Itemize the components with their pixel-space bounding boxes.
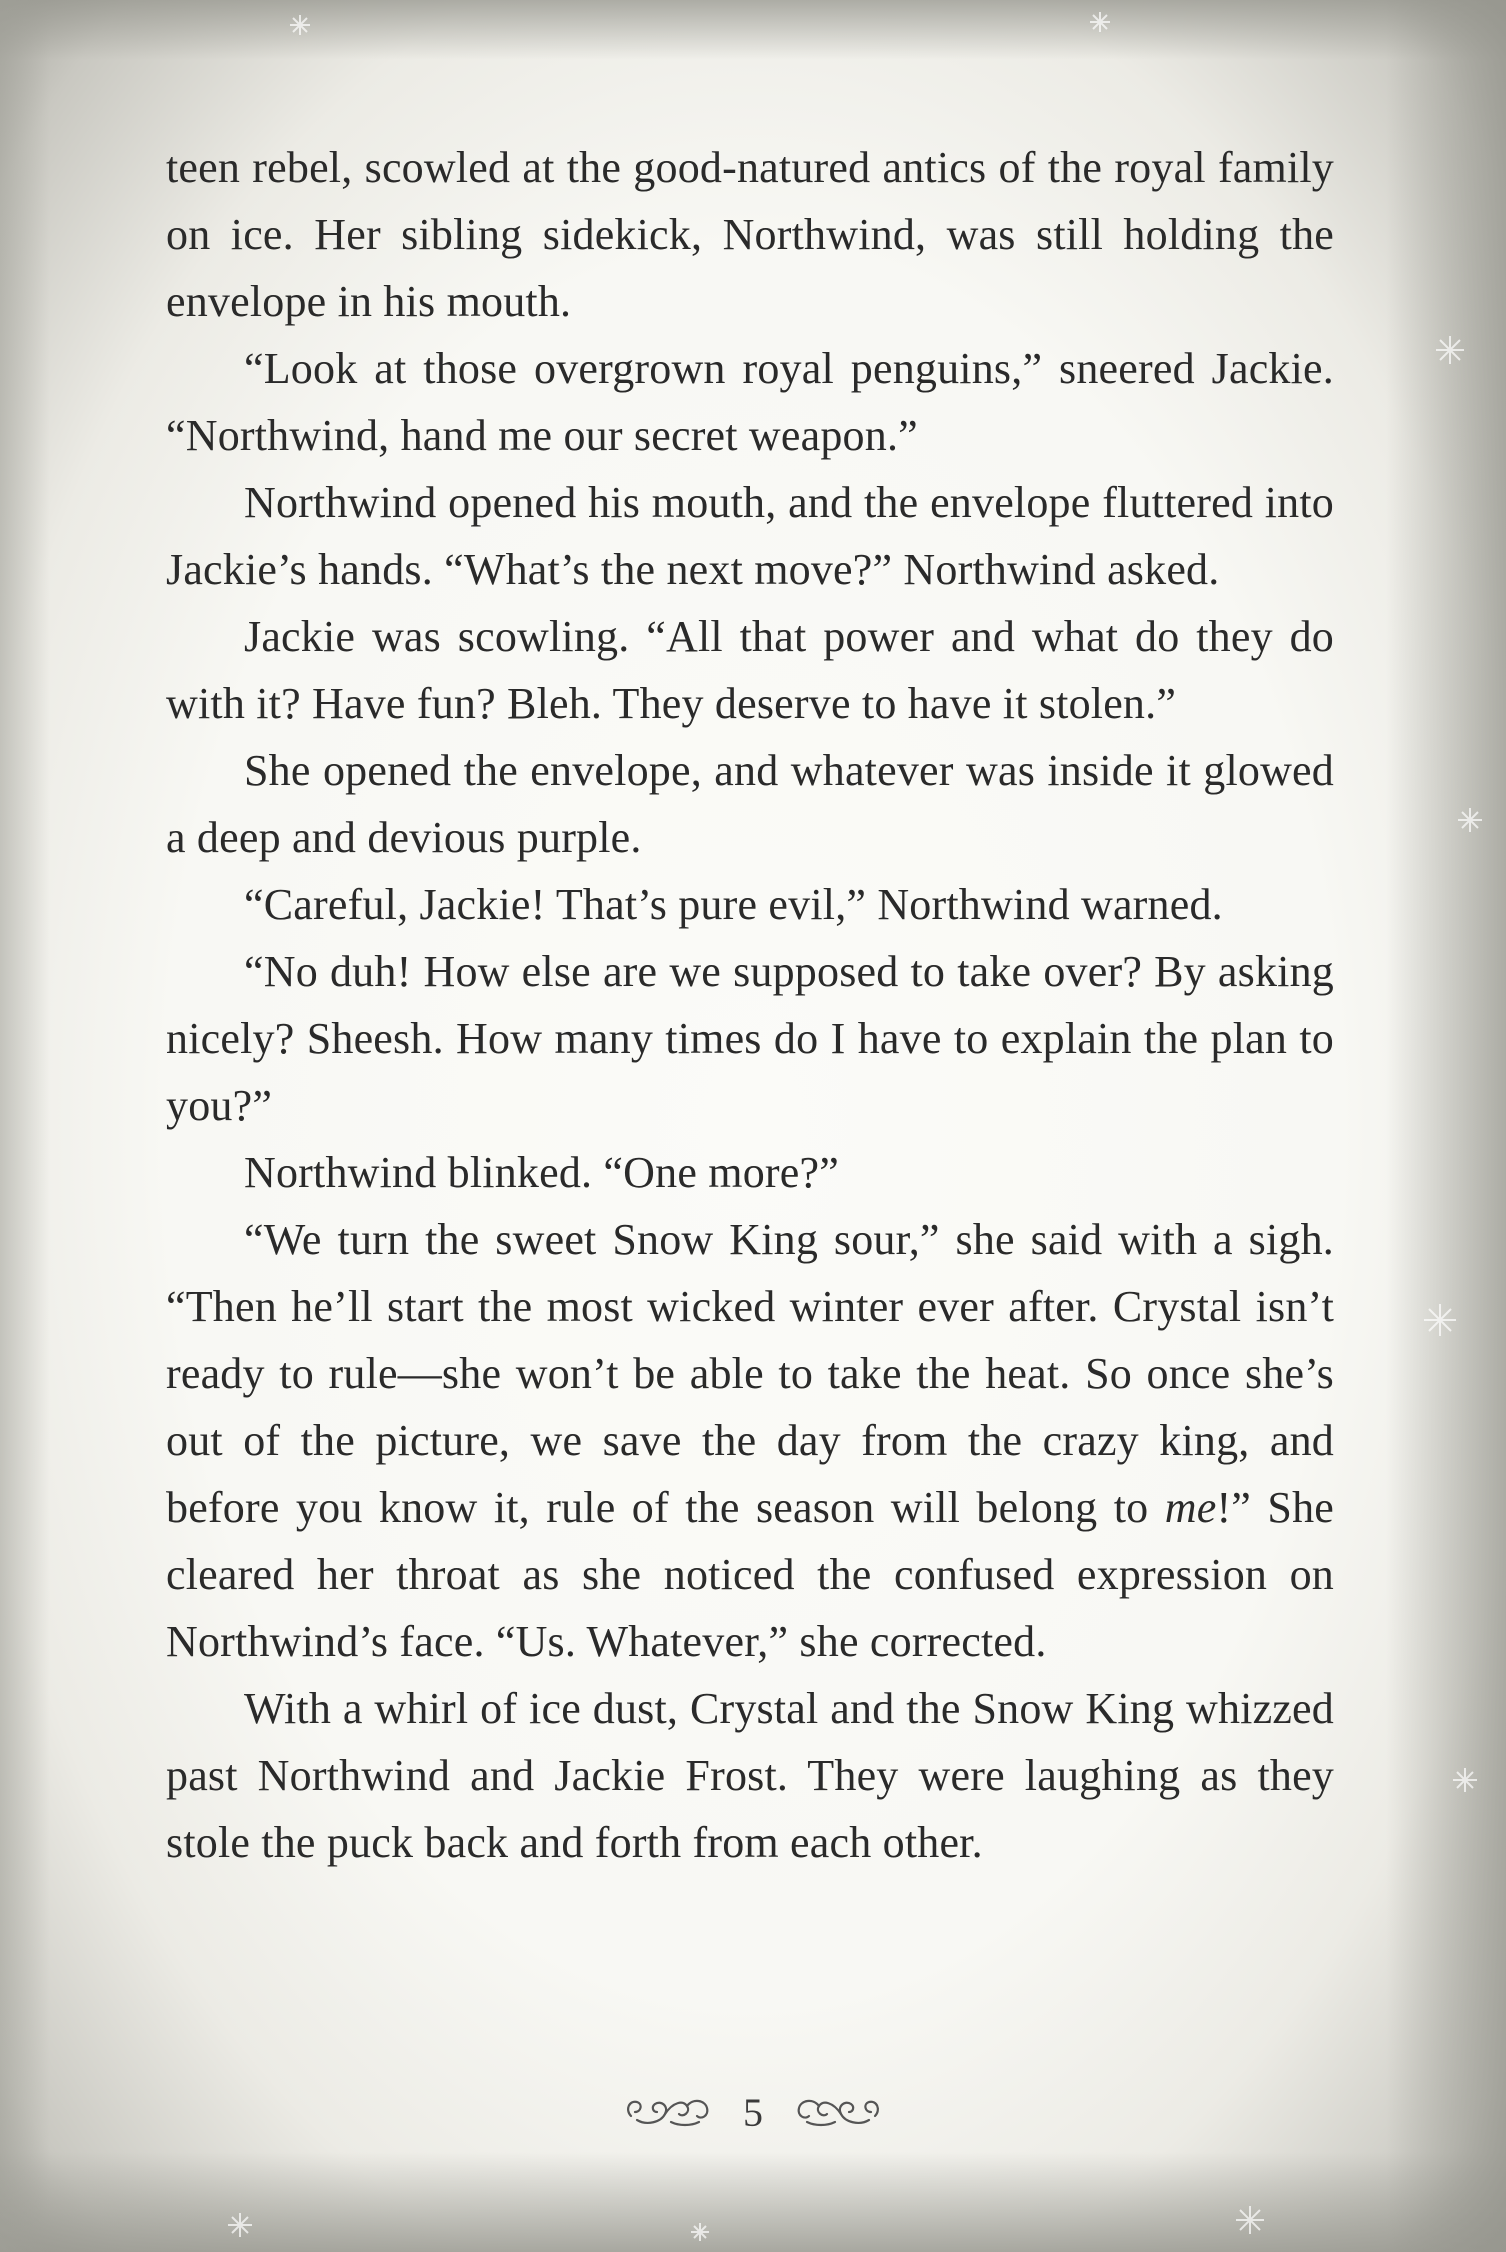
paragraph-3: Northwind opened his mouth, and the envelope fluttered into Jackie’s hands. “What’s the next move?” Northwind asked.	[166, 478, 1334, 594]
paragraph-5: She opened the envelope, and whatever was inside it glowed a deep and devious purple.	[166, 746, 1334, 862]
paragraph-4: Jackie was scowling. “All that power and what do they do with it? Have fun? Bleh. They deserve to have it stolen.”	[166, 612, 1334, 728]
paragraph-2: “Look at those overgrown royal penguins,” sneered Jackie. “Northwind, hand me our secret weapon.”	[166, 344, 1334, 460]
paragraph-1: teen rebel, scowled at the good-natured antics of the royal family on ice. Her sibling sidekick, Northwind, was still holding the envelope in his mouth.	[166, 143, 1334, 326]
paragraph-7: “No duh! How else are we supposed to take over? By asking nicely? Sheesh. How many times do I have to explain the plan to you?”	[166, 947, 1334, 1130]
paragraph-9	[166, 1206, 1334, 1675]
page-footer	[553, 2082, 953, 2142]
paragraph-8: Northwind blinked. “One more?”	[244, 1148, 839, 1197]
story-text	[166, 134, 1334, 1876]
paragraph-10: With a whirl of ice dust, Crystal and the Snow King whizzed past Northwind and Jackie Frost. They were laughing as they stole the puck back and forth from each other.	[166, 1684, 1334, 1867]
paragraph-6: “Careful, Jackie! That’s pure evil,” Northwind warned.	[244, 880, 1223, 929]
left-flourish-icon	[621, 2092, 717, 2132]
paragraph-9-emphasis: me	[1164, 1483, 1217, 1532]
page-number: 5	[743, 2089, 763, 2135]
paragraph-9-tail: !” She cleared her throat as she noticed the confused expression on Northwind’s face. “Us. Whatever,” she corrected.	[166, 1483, 1334, 1666]
right-flourish-icon	[789, 2092, 885, 2132]
paragraph-9-text: “We turn the sweet Snow King sour,” she said with a sigh. “Then he’ll start the most wicked winter ever after. Crystal isn’t ready to rule—she won’t be able to take the heat. So once she’s out of the picture, we save the day from the crazy king, and before you know it, rule of the season will belong to	[166, 1215, 1334, 1532]
